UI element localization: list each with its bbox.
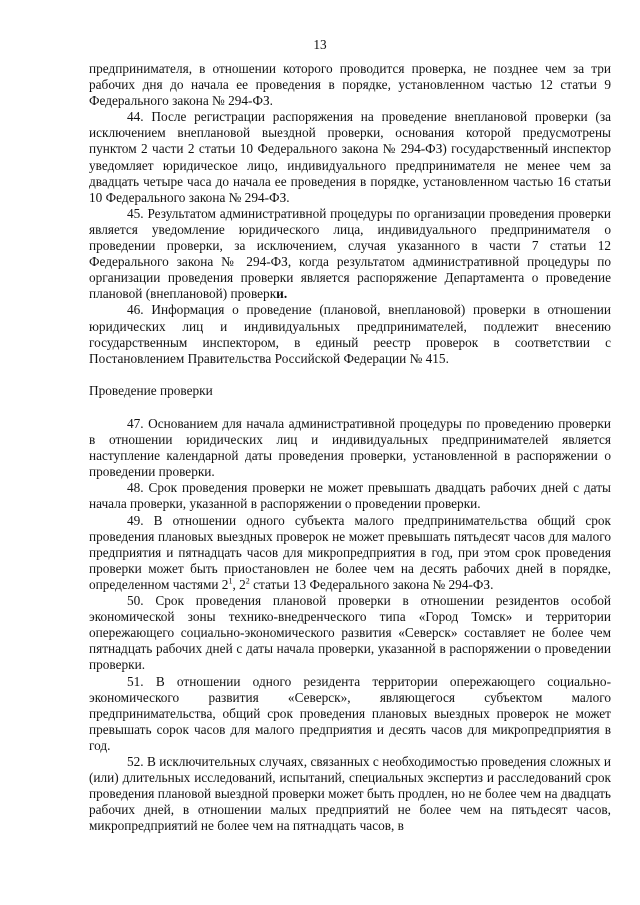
paragraph-45-text: 45. Результатом административной процедуры по организации проведения проверки является уведомление юридического лица, индивидуального предпринимателя о проведении проверки, за исключением, случая указанного в части 7 статьи 12 Федерального закона № 294-ФЗ, когда результатом административной процедуры по организации проведения проверки является распоряжение Департамента о проведение плановой (внеплановой) проверк — [89, 205, 611, 302]
paragraph-continuation: предпринимателя, в отношении которого проводится проверка, не позднее чем за три рабочих дня до начала ее проведения в порядке, установленном частью 12 статьи 9 Федерального закона № 294-ФЗ. — [89, 61, 611, 109]
superscript-1: 1 — [228, 576, 233, 586]
paragraph-49-text-c: статьи 13 Федерального закона № 294-ФЗ. — [249, 576, 494, 592]
paragraph-47: 47. Основанием для начала административной процедуры по проведению проверки в отношении юридических лиц и индивидуальных предпринимателей является наступление календарной даты проведения проверки, установленной в распоряжении о проведении проверки. — [89, 416, 611, 480]
paragraph-52: 52. В исключительных случаях, связанных с необходимостью проведения сложных и (или) длительных исследований, испытаний, специальных экспертиз и расследований срок проведения плановой выездной проверки может быть продлен, но не более чем на двадцать рабочих дней, в отношении малых предприятий не более чем на пятьдесят часов, микропредприятий не более чем на пятнадцать часов, в — [89, 753, 611, 834]
paragraph-49-text-a: 49. В отношении одного субъекта малого предпринимательства общий срок проведения плановых выездных проверок не может превышать пятьдесят часов для малого предприятия и пятнадцать часов для микропредприятия в год, при этом срок проведения проверки может быть приостановлен не более чем на десять рабочих дней в порядке, определенном частями 2 — [89, 512, 611, 592]
section-heading: Проведение проверки — [89, 383, 213, 398]
paragraph-49-text-b: , 2 — [232, 576, 246, 592]
paragraph-44: 44. После регистрации распоряжения на проведение внеплановой проверки (за исключением внеплановой выездной проверки, основания которой предусмотрены пунктом 2 части 2 статьи 10 Федерального закона № 294-ФЗ) государственный инспектор уведомляет юридическое лицо, индивидуального предпринимателя не менее чем за двадцать четыре часа до начала ее проведения в порядке, установленном частью 16 статьи 10 Федерального закона № 294-ФЗ. — [89, 109, 611, 205]
superscript-2: 2 — [245, 576, 250, 586]
paragraph-45-bold-tail: и. — [276, 286, 288, 302]
text-block-bottom — [89, 416, 611, 834]
section-heading-block — [89, 383, 611, 399]
paragraph-50: 50. Срок проведения плановой проверки в отношении резидентов особой экономической зоны технико-внедренческого типа «Город Томск» и территории опережающего социально-экономического развития «Северск» составляет не более чем пятнадцать рабочих дней с даты начала проверки, указанной в распоряжении о проведении проверки. — [89, 593, 611, 673]
paragraph-45 — [89, 206, 611, 303]
paragraph-49 — [89, 513, 611, 593]
paragraph-46: 46. Информация о проведение (плановой, внеплановой) проверки в отношении юридических лиц и индивидуальных предпринимателей, подлежит внесению государственным инспектором, в единый реестр проверок в соответствии с Постановлением Правительства Российской Федерации № 415. — [89, 302, 611, 366]
paragraph-48: 48. Срок проведения проверки не может превышать двадцать рабочих дней с даты начала проверки, указанной в распоряжении о проведении проверки. — [89, 480, 611, 512]
paragraph-51: 51. В отношении одного резидента территории опережающего социально-экономического развития «Северск», являющегося субъектом малого предпринимательства, общий срок проведения плановых выездных проверок не может превышать сорок часов для малого предприятия и десять часов для микропредприятия в год. — [89, 673, 611, 753]
text-block-top — [89, 61, 611, 367]
page-number: 13 — [313, 37, 327, 52]
